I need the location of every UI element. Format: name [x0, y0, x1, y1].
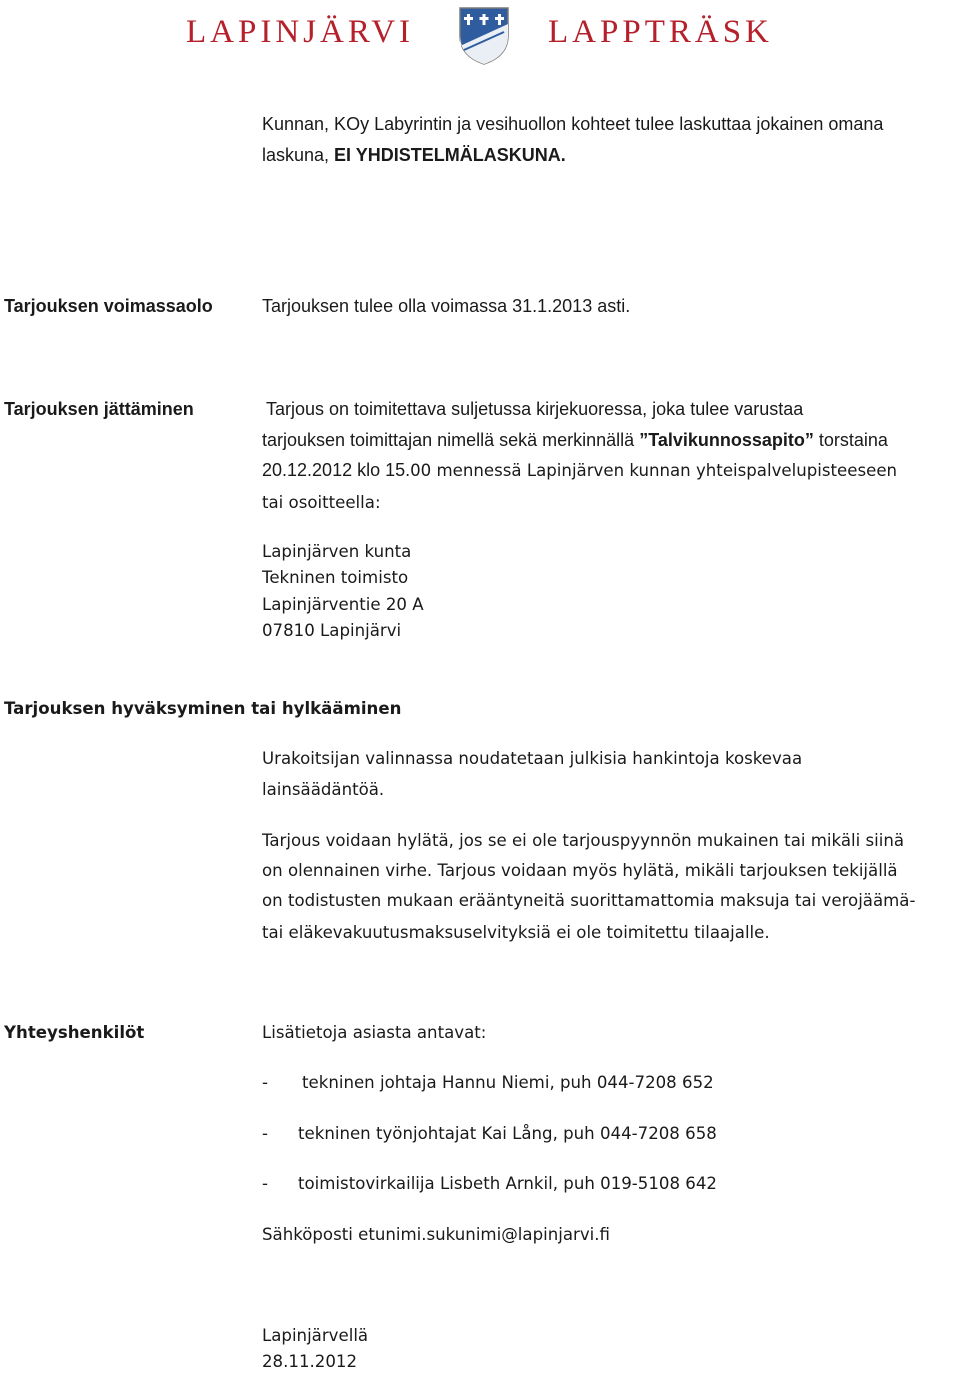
- acceptance-p1-line: lainsäädäntöä.: [262, 780, 385, 799]
- submission-line1: Tarjous on toimitettava suljetussa kirjekuoressa, joka tulee varustaa: [266, 399, 804, 419]
- contact-text: tekninen johtaja Hannu Niemi, puh 044-7208 652: [302, 1073, 714, 1092]
- contact-dash: -: [262, 1174, 268, 1193]
- billing-note-prefix: laskuna,: [262, 145, 335, 165]
- coat-of-arms-icon: [458, 6, 510, 66]
- acceptance-label: Tarjouksen hyväksyminen tai hylkääminen: [4, 699, 402, 718]
- address-line: 07810 Lapinjärvi: [262, 621, 402, 640]
- address-line: Lapinjärven kunta: [262, 542, 412, 561]
- submission-line2: [262, 430, 888, 451]
- signoff-place: Lapinjärvellä: [262, 1326, 369, 1345]
- contact-dash: -: [262, 1073, 268, 1092]
- validity-label: Tarjouksen voimassaolo: [4, 296, 213, 316]
- acceptance-p2-line: on olennainen virhe. Tarjous voidaan myös hylätä, mikäli tarjouksen tekijällä: [262, 861, 898, 880]
- contact-text: tekninen työnjohtajat Kai Lång, puh 044-7208 658: [298, 1124, 717, 1143]
- submission-marking: ”Talvikunnossapito”: [639, 430, 814, 450]
- contact-email: Sähköposti etunimi.sukunimi@lapinjarvi.fi: [262, 1225, 610, 1244]
- acceptance-p1-line: Urakoitsijan valinnassa noudatetaan julkisia hankintoja koskevaa: [262, 749, 803, 768]
- submission-label: Tarjouksen jättäminen: [4, 399, 194, 419]
- acceptance-p2-line: tai eläkevakuutusmaksuselvityksiä ei ole toimitettu tilaajalle.: [262, 923, 770, 942]
- municipality-name-sv: LAPPTRÄSK: [548, 14, 773, 50]
- submission-line2-prefix: tarjouksen toimittajan nimellä sekä merkinnällä: [262, 430, 640, 450]
- address-line: Tekninen toimisto: [262, 568, 409, 587]
- contact-dash: -: [262, 1124, 268, 1143]
- letterhead: [0, 0, 960, 70]
- contact-item: [262, 1124, 268, 1143]
- contact-text: toimistovirkailija Lisbeth Arnkil, puh 019-5108 642: [298, 1174, 717, 1193]
- contact-item: [262, 1174, 268, 1193]
- validity-text: Tarjouksen tulee olla voimassa 31.1.2013 asti.: [262, 296, 631, 316]
- address-line: Lapinjärventie 20 A: [262, 595, 424, 614]
- submission-line3: [262, 460, 897, 481]
- acceptance-p2-line: on todistusten mukaan erääntyneitä suorittamattomia maksuja tai verojäämä-: [262, 891, 916, 910]
- acceptance-p2-line: Tarjous voidaan hylätä, jos se ei ole tarjouspyynnön mukainen tai mikäli siinä: [262, 831, 905, 850]
- municipality-name-fi: LAPINJÄRVI: [186, 14, 415, 50]
- contacts-intro: Lisätietoja asiasta antavat:: [262, 1023, 487, 1042]
- billing-note-line2: [262, 145, 566, 166]
- contacts-label: Yhteyshenkilöt: [4, 1023, 145, 1042]
- submission-deadline: 20.12.2012 klo 15.: [262, 460, 411, 480]
- submission-place: 00 mennessä Lapinjärven kunnan yhteispalvelupisteeseen: [410, 461, 898, 480]
- billing-note-line1: Kunnan, KOy Labyrintin ja vesihuollon kohteet tulee laskuttaa jokainen omana: [262, 114, 884, 134]
- billing-note-emphasis: EI YHDISTELMÄLASKUNA.: [334, 145, 566, 165]
- submission-line2-suffix: torstaina: [813, 430, 888, 450]
- submission-line4: tai osoitteella:: [262, 493, 381, 512]
- signoff-date: 28.11.2012: [262, 1352, 358, 1371]
- contact-item: [262, 1073, 268, 1092]
